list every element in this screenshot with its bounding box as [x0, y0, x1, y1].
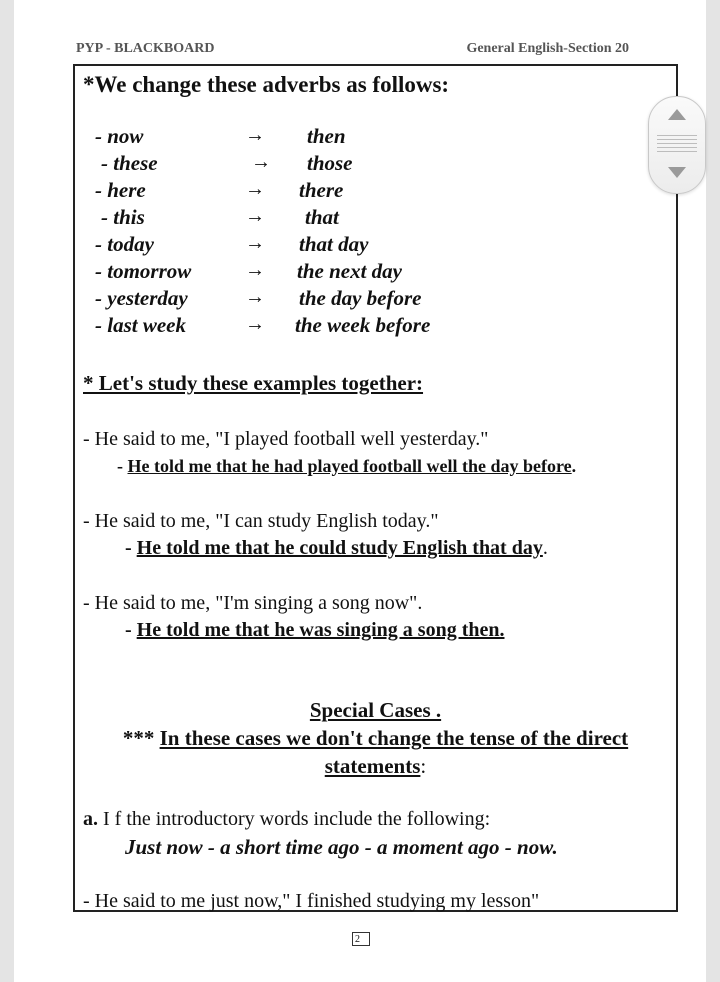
rule-text: In these cases we don't change the tense of the direct: [159, 726, 629, 750]
example-reported: [125, 619, 504, 642]
left-page-edge: [0, 0, 14, 982]
arrow-icon: →: [245, 124, 265, 146]
rule-text-cont: statements: [324, 754, 421, 778]
special-rule-line1: [75, 726, 676, 751]
adverb-from: - tomorrow: [95, 259, 192, 283]
arrow-icon: →: [245, 313, 265, 335]
answer-dash: -: [117, 456, 128, 476]
last-example-line: - He said to me just now," I finished studying my lesson": [83, 890, 540, 912]
examples-heading: * Let's study these examples together:: [83, 371, 424, 395]
case-a-intro: [83, 808, 490, 831]
adverb-to: there: [299, 178, 344, 202]
arrow-icon: →: [245, 259, 265, 281]
adverb-to: the next day: [297, 259, 402, 283]
special-cases-heading: Special Cases .: [309, 698, 442, 722]
case-a-phrases: Just now - a short time ago - a moment ago - now.: [125, 835, 558, 859]
answer-dash: -: [125, 537, 137, 559]
adverb-to: the day before: [299, 286, 422, 310]
scroll-grip-line: [657, 147, 697, 148]
answer-text: He told me that he was singing a song then.: [136, 619, 505, 641]
example-direct: - He said to me, "I can study English today.": [83, 510, 439, 532]
scroll-grip-line: [657, 143, 697, 144]
scroll-grip-line: [657, 139, 697, 140]
arrow-icon: →: [245, 205, 265, 227]
adverb-to: then: [307, 124, 346, 148]
rule-stars: ***: [122, 726, 160, 750]
adverb-from: - now: [95, 124, 144, 148]
example-reported: [125, 537, 548, 560]
adverb-to: that day: [299, 232, 369, 256]
arrow-icon: →: [251, 151, 271, 173]
answer-text: He told me that he could study English that day: [136, 537, 543, 559]
right-page-edge: [706, 0, 720, 982]
case-a-text: I f the introductory words include the following:: [98, 808, 491, 830]
content-box: [73, 64, 678, 912]
rule-colon: :: [420, 754, 427, 778]
adverb-to: the week before: [295, 313, 431, 337]
example-reported: [117, 456, 576, 477]
arrow-icon: →: [245, 232, 265, 254]
special-rule-line2: [75, 754, 676, 779]
answer-text: He told me that he had played football well the day before: [127, 456, 572, 476]
example-direct: - He said to me, "I'm singing a song now".: [83, 592, 423, 614]
adverb-from: - this: [101, 205, 145, 229]
answer-dash: -: [125, 619, 137, 641]
scroll-grip-line: [657, 135, 697, 136]
header-right: General English-Section 20: [466, 41, 629, 56]
example-direct: - He said to me, "I played football well yesterday.": [83, 428, 489, 450]
page-number: 2: [352, 932, 370, 946]
scroll-grip-line: [657, 151, 697, 152]
adverb-from: - these: [101, 151, 158, 175]
adverb-to: those: [307, 151, 353, 175]
section-title: *We change these adverbs as follows:: [83, 72, 450, 97]
adverb-from: - today: [95, 232, 154, 256]
adverb-from: - last week: [95, 313, 186, 337]
arrow-icon: →: [245, 286, 265, 308]
header-left: PYP - BLACKBOARD: [76, 41, 215, 56]
arrow-icon: →: [245, 178, 265, 200]
answer-end: .: [571, 456, 577, 476]
answer-end: .: [542, 537, 548, 559]
case-a-label: a.: [83, 808, 98, 830]
adverb-to: that: [305, 205, 339, 229]
adverb-from: - yesterday: [95, 286, 188, 310]
scroll-up-arrow-icon[interactable]: [668, 109, 686, 120]
page-scroll-control[interactable]: [648, 96, 706, 194]
adverb-from: - here: [95, 178, 146, 202]
scroll-down-arrow-icon[interactable]: [668, 167, 686, 178]
